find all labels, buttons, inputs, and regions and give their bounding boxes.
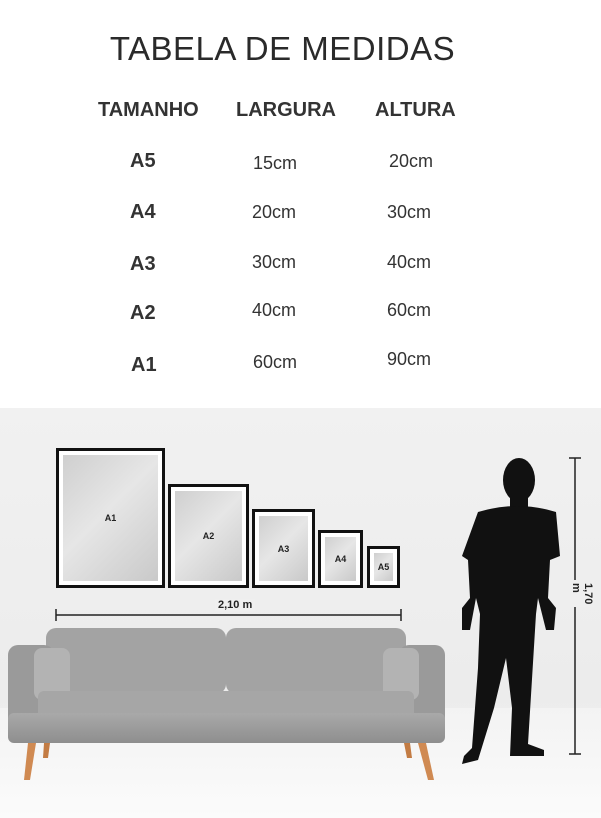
row-height: 20cm — [389, 151, 434, 171]
row-size: A1 — [131, 354, 157, 376]
row-width: 60cm — [253, 352, 298, 372]
row-size: A3 — [130, 253, 156, 275]
row-width: 20cm — [252, 202, 297, 222]
width-measure: 2,10 m — [215, 599, 255, 611]
size-table-section — [0, 0, 601, 408]
header-height: ALTURA — [375, 99, 456, 121]
page-title: TABELA DE MEDIDAS — [109, 30, 456, 67]
frame-label: A2 — [202, 531, 215, 541]
row-width: 15cm — [253, 153, 298, 173]
row-size: A4 — [130, 201, 156, 223]
height-measure: 1,70 m — [570, 580, 594, 607]
room-scene — [0, 408, 601, 818]
row-height: 30cm — [387, 202, 432, 222]
row-size: A5 — [130, 150, 156, 172]
row-width: 40cm — [252, 300, 297, 320]
frame-label: A4 — [334, 554, 347, 564]
frame-label: A1 — [104, 513, 117, 523]
row-width: 30cm — [252, 252, 297, 272]
row-height: 90cm — [387, 349, 432, 369]
row-size: A2 — [130, 302, 156, 324]
header-size: TAMANHO — [98, 99, 199, 121]
frame-label: A5 — [377, 562, 390, 572]
header-width: LARGURA — [236, 99, 336, 121]
frame-label: A3 — [277, 543, 290, 554]
row-height: 60cm — [387, 300, 432, 320]
person-silhouette — [0, 408, 601, 818]
row-height: 40cm — [387, 252, 432, 272]
